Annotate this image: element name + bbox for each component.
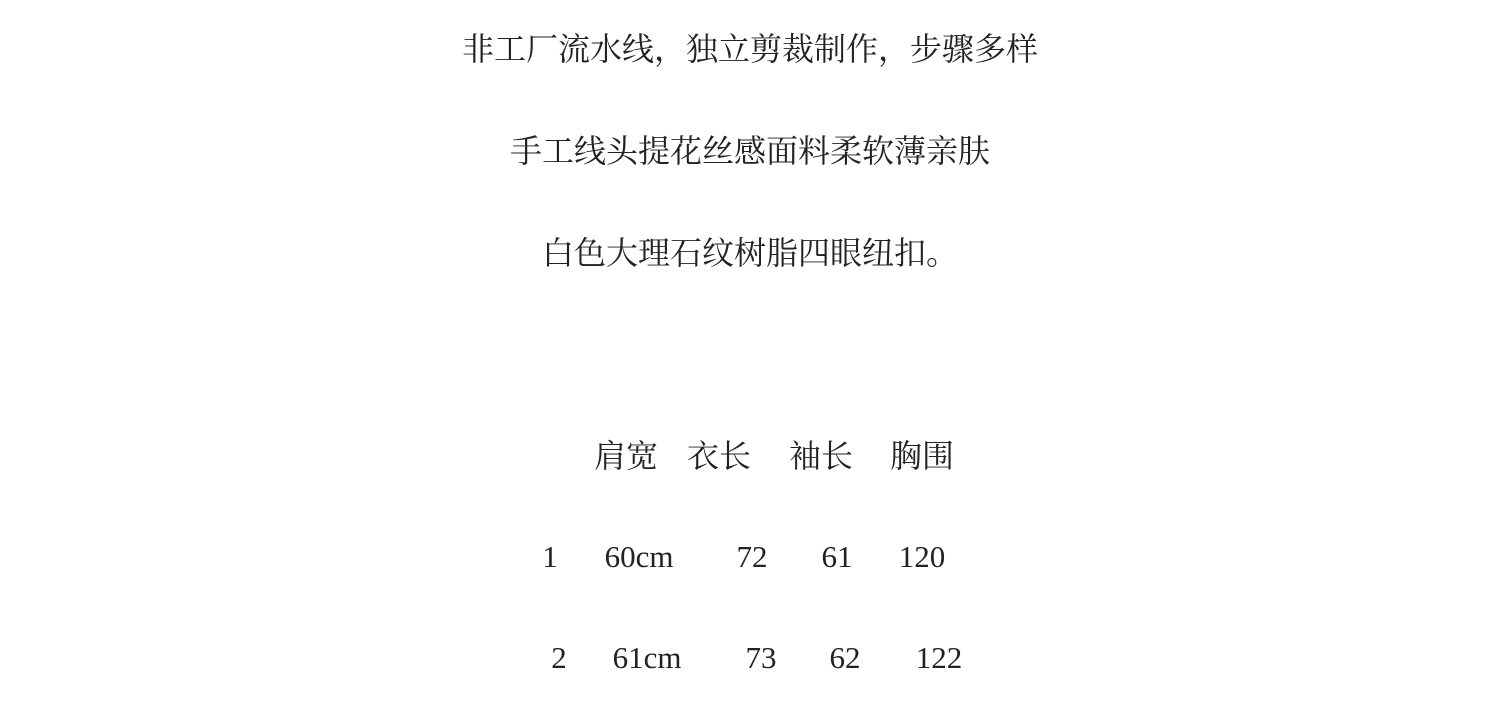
garment-length-value: 72 [736,539,768,574]
garment-length-value: 73 [745,640,777,675]
description-line-2: 手工线头提花丝感面料柔软薄亲肤 [509,132,990,170]
header-garment-length: 衣长 [686,437,752,475]
description-line-1: 非工厂流水线，独立剪裁制作，步骤多样 [461,30,1038,68]
header-chest: 胸围 [889,437,955,475]
shoulder-width-value: 60cm [604,539,674,574]
chest-value: 122 [915,640,963,675]
shoulder-width-value: 61cm [612,640,682,675]
header-shoulder-width: 肩宽 [593,437,659,475]
header-sleeve-length: 袖长 [788,437,854,475]
chest-value: 120 [898,539,946,574]
sleeve-length-value: 62 [829,640,861,675]
size-label: 2 [551,640,567,675]
size-label: 1 [542,539,558,574]
sleeve-length-value: 61 [821,539,853,574]
description-line-3: 白色大理石纹树脂四眼纽扣。 [541,234,958,272]
